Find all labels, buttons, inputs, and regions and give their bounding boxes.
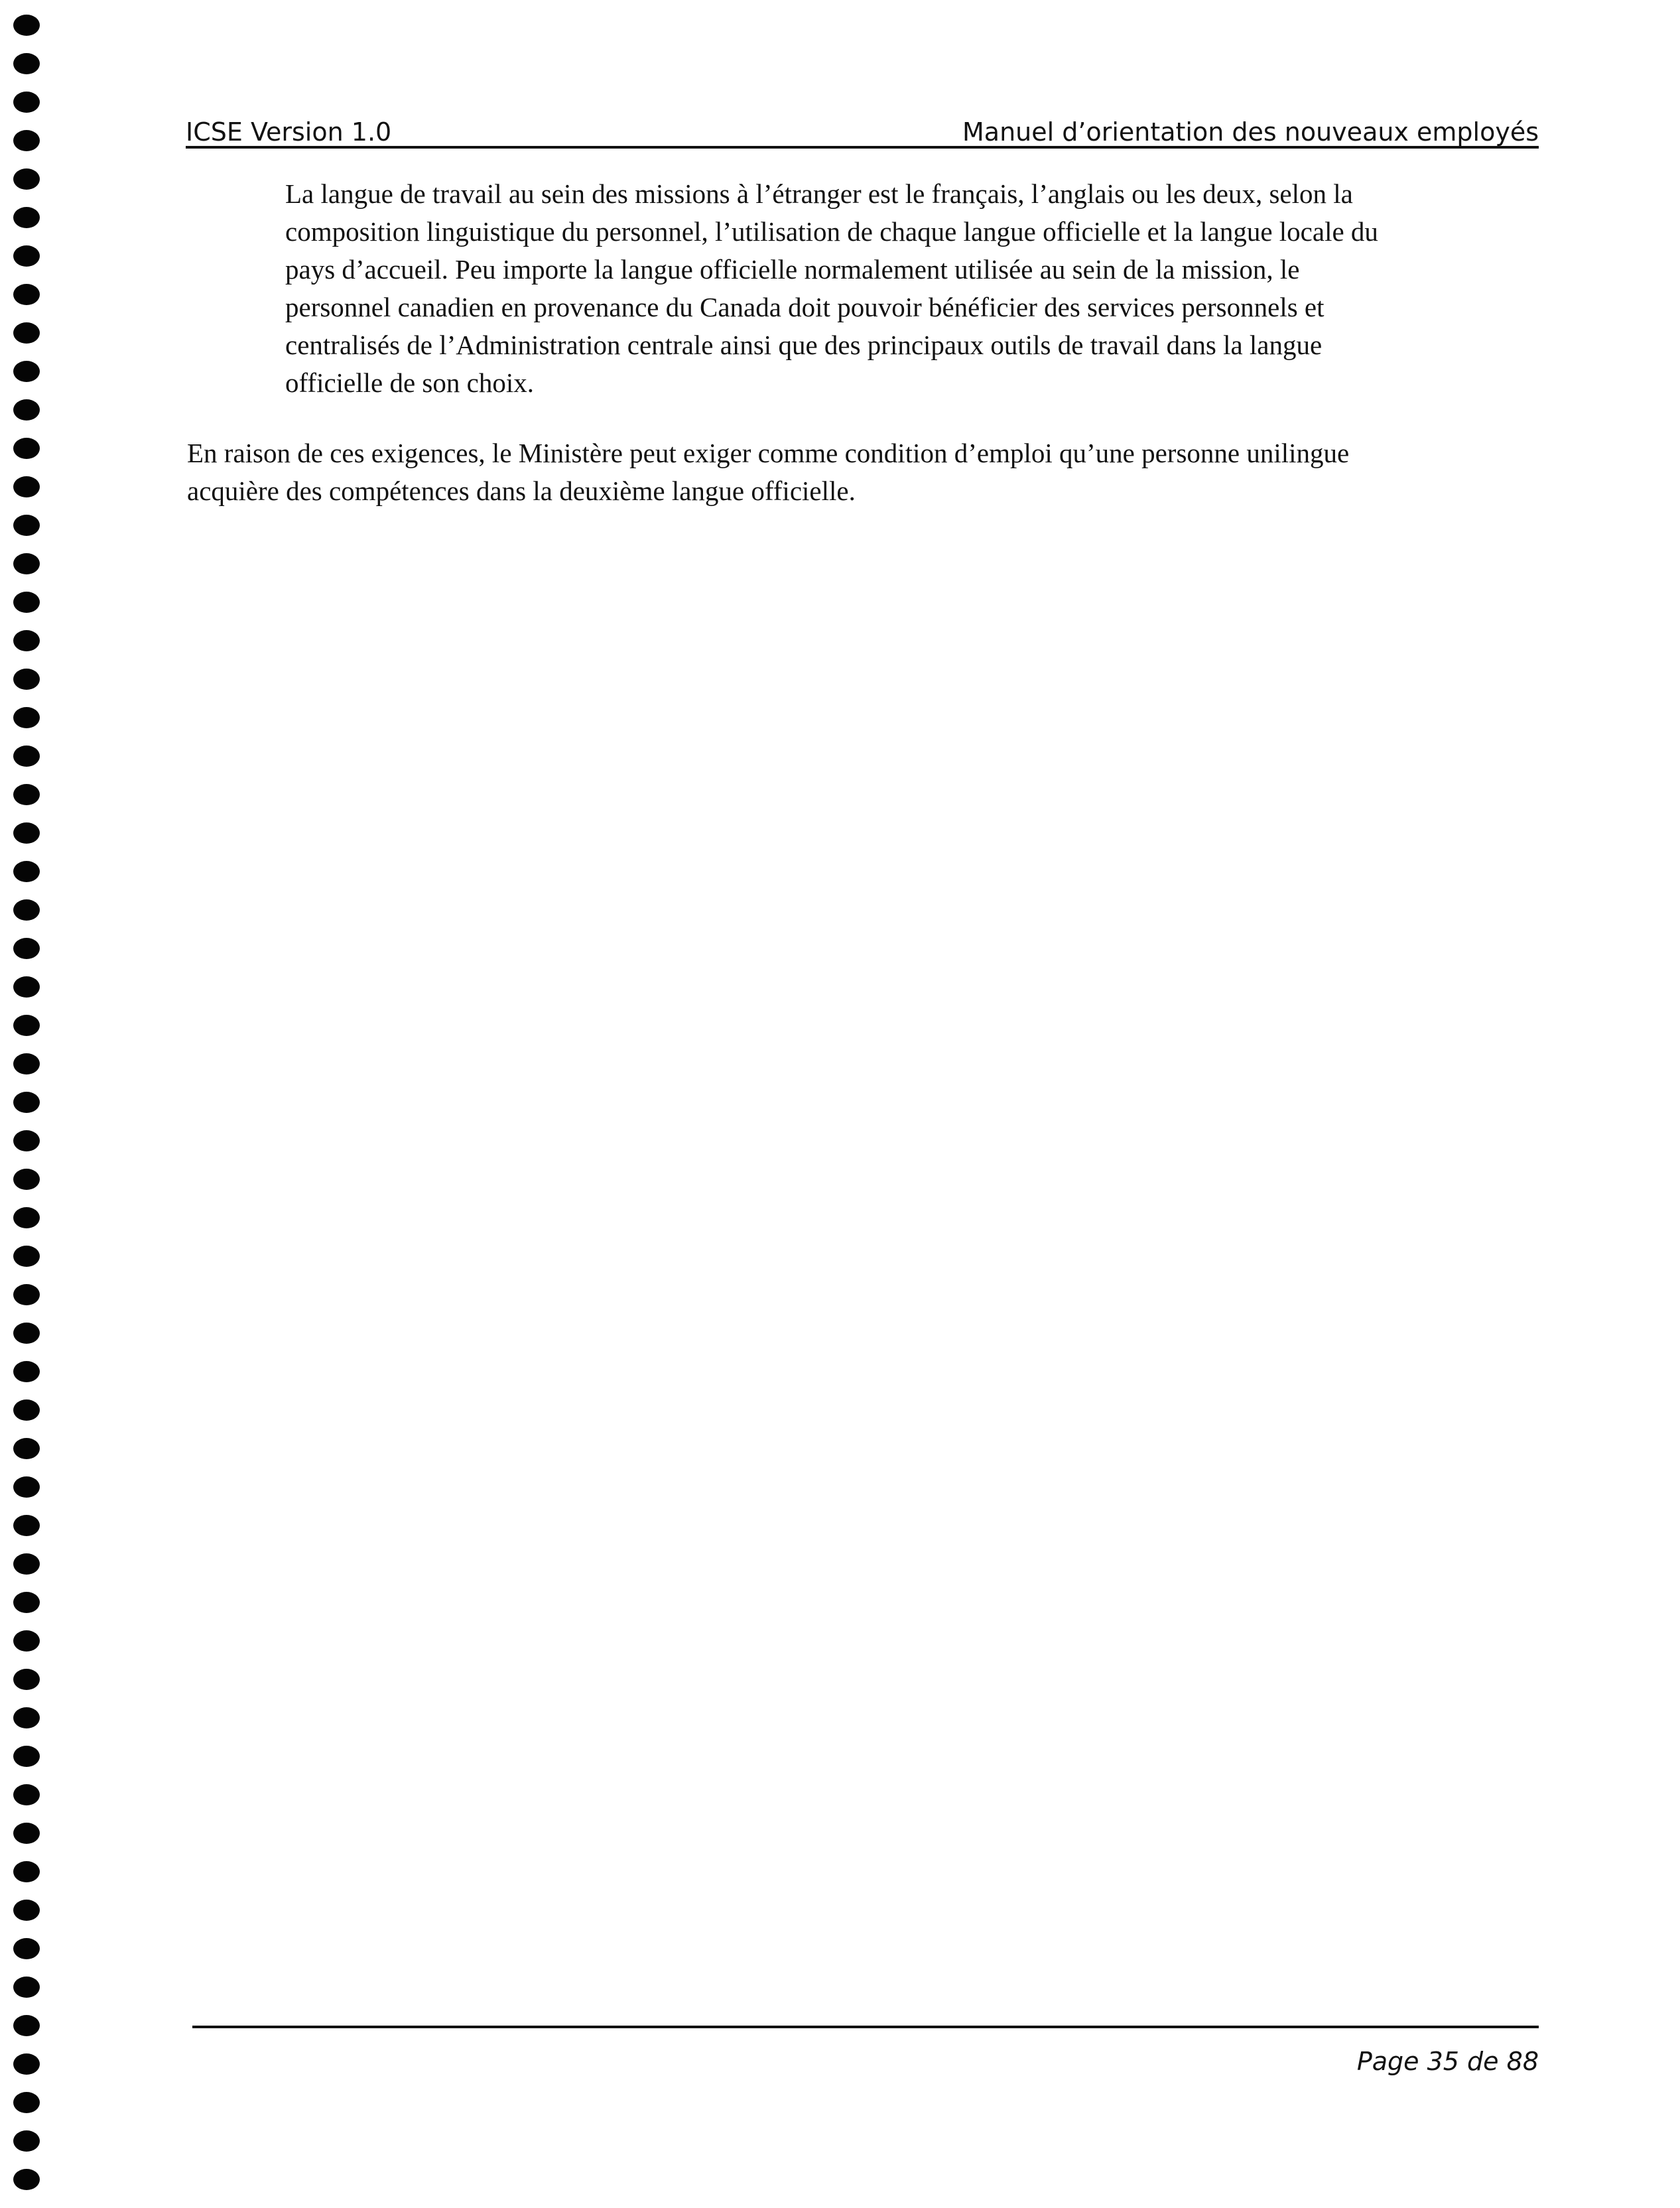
paragraph-line: La langue de travail au sein des missions à l’étranger est le français, l’anglais ou les deux, selon la [285, 178, 1353, 209]
binding-hole [13, 1861, 40, 1882]
document-title: Manuel d’orientation des nouveaux employés [962, 117, 1539, 147]
indented-paragraph [285, 175, 1539, 402]
binding-hole [13, 322, 40, 344]
binding-hole [13, 1361, 40, 1382]
binding-hole [13, 92, 40, 113]
paragraph-line: pays d’accueil. Peu importe la langue officielle normalement utilisée au sein de la mission, le [285, 254, 1300, 285]
binding-hole [13, 2015, 40, 2036]
binding-hole [13, 1553, 40, 1575]
binding-hole [13, 1515, 40, 1536]
page-header [186, 105, 1539, 149]
binding-hole [13, 284, 40, 305]
binding-hole [13, 2130, 40, 2152]
binding-hole [13, 707, 40, 728]
binding-hole [13, 1476, 40, 1498]
binding-hole [13, 515, 40, 536]
paragraph-line: acquière des compétences dans la deuxième langue officielle. [187, 476, 856, 506]
binding-hole [13, 1015, 40, 1036]
binding-hole [13, 1092, 40, 1113]
binding-hole [13, 2053, 40, 2075]
binding-hole [13, 1207, 40, 1228]
binding-hole [13, 168, 40, 190]
paragraph-line: En raison de ces exigences, le Ministère peut exiger comme condition d’emploi qu’une personne unilingue [187, 438, 1350, 468]
binding-hole [13, 592, 40, 613]
spiral-binding-holes [13, 15, 42, 2203]
binding-hole [13, 784, 40, 805]
main-paragraph [187, 434, 1540, 510]
paragraph-line: centralisés de l’Administration centrale ainsi que des principaux outils de travail dans la langue [285, 330, 1323, 360]
binding-hole [13, 1284, 40, 1305]
binding-hole [13, 1169, 40, 1190]
binding-hole [13, 2092, 40, 2113]
binding-hole [13, 630, 40, 651]
binding-hole [13, 245, 40, 267]
binding-hole [13, 476, 40, 497]
paragraph-line: composition linguistique du personnel, l’utilisation de chaque langue officielle et la langue locale du [285, 216, 1378, 247]
binding-hole [13, 399, 40, 421]
binding-hole [13, 746, 40, 767]
binding-hole [13, 1900, 40, 1921]
binding-hole [13, 861, 40, 882]
binding-hole [13, 976, 40, 998]
binding-hole [13, 130, 40, 151]
binding-hole [13, 1399, 40, 1421]
binding-hole [13, 1977, 40, 1998]
binding-hole [13, 1630, 40, 1652]
binding-hole [13, 938, 40, 959]
binding-hole [13, 1053, 40, 1074]
binding-hole [13, 1130, 40, 1151]
binding-hole [13, 1746, 40, 1767]
page-number: Page 35 de 88 [1356, 2047, 1539, 2076]
binding-hole [13, 1784, 40, 1805]
binding-hole [13, 899, 40, 921]
binding-hole [13, 15, 40, 36]
paragraph-line: officielle de son choix. [285, 367, 534, 398]
document-version: ICSE Version 1.0 [186, 117, 392, 147]
binding-hole [13, 822, 40, 844]
binding-hole [13, 1438, 40, 1459]
binding-hole [13, 1707, 40, 1728]
binding-hole [13, 361, 40, 382]
binding-hole [13, 1823, 40, 1844]
binding-hole [13, 438, 40, 459]
binding-hole [13, 1938, 40, 1959]
binding-hole [13, 1592, 40, 1613]
binding-hole [13, 1323, 40, 1344]
paragraph-line: personnel canadien en provenance du Canada doit pouvoir bénéficier des services personnels et [285, 292, 1325, 322]
binding-hole [13, 53, 40, 74]
binding-hole [13, 669, 40, 690]
binding-hole [13, 1246, 40, 1267]
binding-hole [13, 1669, 40, 1690]
page-footer [192, 2026, 1539, 2075]
binding-hole [13, 207, 40, 228]
binding-hole [13, 2169, 40, 2190]
binding-hole [13, 553, 40, 574]
